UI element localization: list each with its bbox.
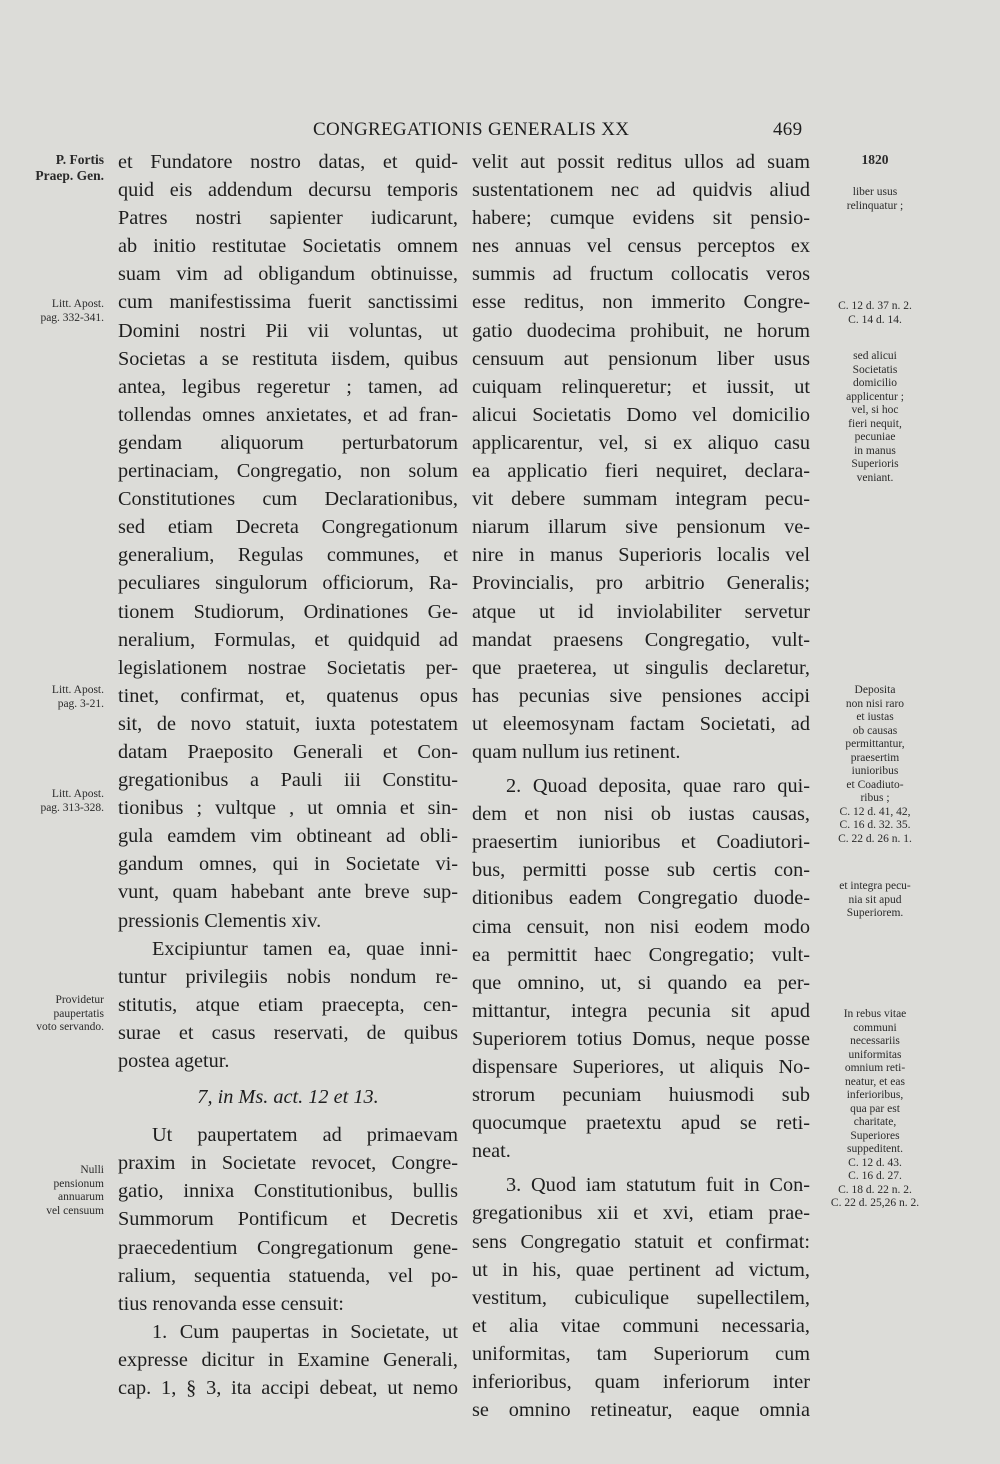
paragraph [118,148,458,935]
text-line: antea, legibus regeretur ; tamen, ad [118,375,458,398]
text-line: generalium, Regulas communes, et [118,544,458,567]
left-column [118,148,458,1402]
margin-note [0,788,104,815]
text-line: dem et non nisi ob iustas causas, [472,803,810,826]
text-line: summis ad fructum collocatis veros [472,263,810,286]
text-line: habere; cumque evidens sit pensio- [472,207,810,230]
running-title: CONGREGATIONIS GENERALIS XX [313,119,630,140]
text-line: suam vim ad obligandum obtinuisse, [118,263,458,286]
text-line: surae et casus reservati, de quibus [118,1021,458,1044]
text-line: velit aut possit reditus ullos ad suam [472,151,810,173]
margin-line: relinquatur ; [846,199,904,212]
margin-note [815,684,935,846]
margin-note [815,300,935,327]
margin-note [815,880,935,921]
text-line: sustentationem nec ad quidvis aliud [472,179,810,202]
text-line: dispensare Superiores, ut aliquis No- [472,1056,810,1078]
paragraph [118,1121,458,1318]
text-line: pressionis Clementis xiv. [118,909,322,932]
text-line: legislationem nostrae Societatis per- [118,656,458,679]
margin-line: annuarum [58,1191,104,1203]
right-column [472,148,810,1424]
margin-line: in manus [854,444,896,457]
text-line: sit, de novo statuit, iuxta potestatem [118,712,458,735]
text-line: neat. [472,1140,511,1163]
margin-line: non nisi raro [845,697,905,710]
margin-note [0,684,104,711]
decree-heading: 7, in Ms. act. 12 et 13. [197,1086,379,1109]
text-line: cum manifestissima fuerit sanctissimi [118,291,458,314]
margin-line: charitate, [853,1116,897,1128]
margin-line: uniformitas [848,1048,902,1061]
margin-line: omnium reti- [844,1062,906,1074]
margin-line: C. 12 d. 43. [848,1156,902,1169]
text-line: gandum omnes, qui in Societate vi- [118,853,458,876]
margin-line: iunioribus [851,765,899,777]
margin-note [815,1008,935,1211]
text-line: ut in his, quae pertinent ad victum, [472,1258,810,1281]
margin-line: permittantur, [845,738,905,750]
text-line: quid eis addendum decursu temporis [118,179,458,202]
margin-line: Superioris [851,458,899,470]
margin-line: Superiorem. [846,907,904,919]
margin-line: paupertatis [53,1007,104,1020]
text-line: Ut paupertatem ad primaevam [152,1124,458,1147]
text-line: sed etiam Decreta Congregationum [118,516,458,539]
margin-line: sed alicui [853,350,897,362]
text-line: praecedentium Congregationum gene- [118,1236,458,1259]
paragraph [118,935,458,1075]
margin-line: veniant. [856,471,894,484]
text-line: 2. Quoad deposita, quae raro qui- [506,775,810,798]
text-line: alicui Societatis Domo vel domicilio [472,403,810,426]
text-line: stitutis, atque etiam praecepta, cen- [118,993,458,1016]
text-line: tionibus ; vultque , ut omnia et sin- [118,797,458,820]
margin-line: et iustas [856,711,894,723]
margin-line: pag. 3-21. [57,697,104,710]
text-line: ut eleemosynam factam Societati, ad [472,712,810,735]
margin-line: praesertim [850,751,900,764]
text-line: gatio, innixa Constitutionibus, bullis [118,1180,458,1203]
margin-note [0,1164,104,1218]
text-line: uniformitas, tam Superiorum cum [472,1342,810,1365]
page-number: 469 [773,119,803,140]
margin-author [0,152,104,184]
text-line: praesertim iunioribus et Coadiutori- [472,831,810,854]
text-line: tollendas omnes anxietates, et ad fran- [118,403,458,426]
text-line: tinet, confirmat, et, quatenus opus [118,684,458,707]
margin-line: Deposita [854,684,896,696]
text-line: inferioribus, quam inferiorum inter [472,1371,810,1394]
text-line: que praeterea, ut singulis declaretur, [472,656,810,679]
margin-line: qua par est [850,1102,900,1115]
margin-line: C. 22 d. 26 n. 1. [838,832,912,845]
margin-line: fieri nequit, [848,417,902,430]
margin-line: Litt. Apost. [51,298,104,310]
text-line: Societas a se restituta iisdem, quibus [118,347,458,370]
margin-line: Praep. Gen. [35,168,104,183]
text-line: niarum illarum sive pensionum ve- [472,516,810,539]
margin-line: ribus ; [860,792,890,804]
text-line: vestitum, cubiculique supellectilem, [472,1286,810,1309]
text-line: Excipiuntur tamen ea, quae inni- [152,937,458,960]
text-line: cuiquam relinqueretur; et iussit, ut [472,375,810,398]
text-line: gatio duodecima prohibuit, ne horum [472,319,810,342]
margin-line: In rebus vitae [843,1008,907,1020]
text-line: vunt, quam habebant ante breve sup- [118,881,458,904]
text-line: strorum pecuniam huiusmodi sub [472,1084,810,1107]
text-line: expresse dicitur in Examine Generali, [118,1348,458,1371]
text-line: praxim in Societate revocet, Congre- [118,1152,458,1175]
margin-line: voto servando. [36,1021,104,1033]
text-line: Constitutiones cum Declarationibus, [118,488,458,511]
running-head [0,117,1000,147]
margin-line: Litt. Apost. [51,788,104,800]
text-line: ea applicatio fieri nequiret, declara- [472,460,810,483]
margin-line: applicentur ; [846,390,904,403]
margin-line: nia sit apud [848,893,902,906]
text-line: nes annuas vel census perceptos ex [472,235,810,258]
margin-line: necessariis [850,1035,900,1047]
margin-line: C. 16 d. 27. [848,1170,902,1182]
text-line: quocumque praetextu apud se reti- [472,1112,810,1135]
margin-note [815,186,935,213]
text-line: has pecunias sive pensiones accipi [472,684,810,707]
text-line: mandat praesens Congregatio, vult- [472,628,810,651]
margin-line: pag. 332-341. [40,311,104,324]
text-line: neralium, Formulas, et quidquid ad [118,628,458,651]
text-line: Summorum Pontificum et Decretis [118,1208,458,1231]
text-line: et alia vitae communi necessaria, [472,1314,810,1337]
margin-line: suppeditent. [847,1143,903,1155]
margin-line: Nulli [80,1164,104,1176]
text-line: bus, permitti posse sub certis con- [472,859,810,882]
text-line: ab initio restitutae Societatis omnem [118,235,458,258]
text-line: pertinaciam, Congregatio, non solum [118,460,458,483]
text-line: nire in manus Superioris localis vel [472,544,810,567]
margin-line: Litt. Apost. [51,684,104,696]
margin-note [0,298,104,325]
margin-year: 1820 [861,152,889,167]
margin-line: neatur, et eas [845,1075,905,1088]
text-line: Patres nostri sapienter iudicarunt, [118,207,458,230]
text-line: gula eamdem vim obtineant ad obli- [118,825,458,848]
text-line: tionem Studiorum, Ordinationes Ge- [118,600,458,623]
text-line: censuum aut pensionum liber usus [472,347,810,370]
text-line: et Fundatore nostro datas, et quid- [118,151,458,173]
margin-line: vel, si hoc [851,404,899,416]
margin-line: pensionum [53,1177,104,1190]
text-line: cima censuit, non nisi eodem modo [472,915,810,938]
text-line: cap. 1, § 3, ita accipi debeat, ut nemo [118,1377,458,1400]
text-line: quam nullum ius retinent. [472,740,681,763]
text-line: applicarentur, vel, si ex aliquo casu [472,431,810,454]
margin-note [815,350,935,485]
text-line: gregationibus a Pauli iii Constitu- [118,769,458,792]
margin-line: domicilio [852,377,898,389]
text-line: peculiares singulorum officiorum, Ra- [118,572,458,595]
text-line: Superiorem totius Domus, neque posse [472,1027,810,1050]
text-line: se omnino retineatur, eaque omnia [472,1399,810,1422]
margin-line: Societatis [852,363,898,376]
margin-line: pecuniae [854,431,896,443]
text-line: gendam aliquorum perturbatorum [118,431,458,454]
text-line: vit debere summam integram pecu- [472,488,810,511]
margin-line: C. 12 d. 37 n. 2. [838,300,912,312]
margin-line: C. 16 d. 32. 35. [839,819,911,831]
margin-line: C. 22 d. 25,26 n. 2. [830,1197,920,1209]
margin-line: ob causas [852,724,898,737]
margin-line: communi [853,1021,897,1034]
margin-line: pag. 313-328. [40,801,104,814]
margin-line: C. 14 d. 14. [848,313,902,326]
text-line: mittantur, integra pecunia sit apud [472,999,810,1022]
margin-line: et integra pecu- [839,880,911,892]
text-line: ea permittit haec Congregatio; vult- [472,943,810,966]
paragraph [472,772,810,1165]
text-line: esse reditus, non immerito Congre- [472,291,810,314]
margin-line: liber usus [852,186,898,198]
text-line: ditionibus eadem Congregatio duode- [472,887,810,910]
paragraph [118,1318,458,1402]
text-line: ralium, sequentia statuenda, vel po- [118,1264,458,1287]
margin-line: Superiores [850,1129,900,1142]
text-line: postea agetur. [118,1050,230,1072]
margin-line: Providetur [55,994,104,1006]
margin-line: vel censuum [46,1204,104,1217]
text-line: sens Congregatio statuit et confirmat: [472,1230,810,1253]
margin-line: inferioribus, [846,1089,904,1101]
text-line: 3. Quod iam statutum fuit in Con- [506,1174,810,1197]
text-line: tuntur privilegiis nobis nondum re- [118,965,458,988]
text-line: gregationibus xii et xvi, etiam prae- [472,1202,810,1225]
text-line: 1. Cum paupertas in Societate, ut [152,1320,458,1343]
paragraph [472,1171,810,1424]
margin-line: P. Fortis [55,152,104,167]
margin-line: C. 12 d. 41, 42, [839,805,911,818]
margin-line: et Coadiuto- [846,778,904,791]
paragraph [472,148,810,766]
text-line: atque ut id inviolabiliter servetur [472,600,810,623]
text-line: tius renovanda esse censuit: [118,1292,344,1315]
text-line: que omnino, ut, si quando ea per- [472,971,810,994]
text-line: Provincialis, pro arbitrio Generalis; [472,572,810,595]
text-line: Domini nostri Pii vii voluntas, ut [118,319,458,342]
margin-note [0,994,104,1035]
text-line: datam Praeposito Generali et Con- [118,740,458,763]
margin-line: C. 18 d. 22 n. 2. [838,1183,912,1196]
